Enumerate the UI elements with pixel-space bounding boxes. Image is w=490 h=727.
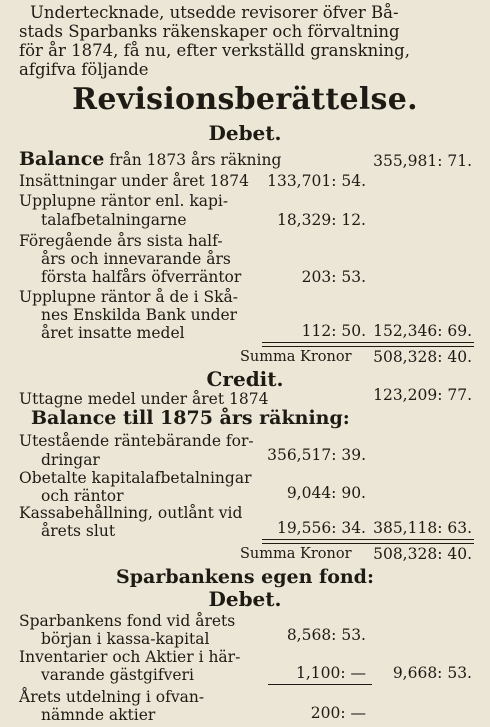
interest1-line-1: Upplupne räntor enl. kapi- bbox=[19, 192, 229, 210]
deposits-label: Insättningar under året 1874 bbox=[19, 172, 250, 190]
credit-heading: Credit. bbox=[206, 367, 284, 391]
debet-sum-rule bbox=[262, 342, 474, 347]
prev-line-3: första halfårs öfverräntor bbox=[41, 268, 242, 286]
debet-balance-total: 355,981: 71. bbox=[373, 152, 472, 170]
skanes-line-2: nes Enskilda Bank under bbox=[41, 306, 238, 324]
skanes-line-1: Upplupne räntor å de i Skå- bbox=[19, 288, 238, 306]
cash-value: 19,556: 34. bbox=[276, 519, 366, 537]
fund-debet-heading: Debet. bbox=[208, 587, 282, 611]
debet-sum-value: 508,328: 40. bbox=[373, 348, 472, 366]
fund-rule bbox=[268, 684, 372, 685]
debet-subtotal: 152,346: 69. bbox=[373, 322, 472, 340]
loans-line-1: Utestående räntebärande for- bbox=[19, 432, 254, 450]
debet-heading: Debet. bbox=[208, 121, 282, 145]
fund-inventory-line-2: varande gästgifveri bbox=[41, 666, 194, 684]
prev-value: 203: 53. bbox=[301, 268, 366, 286]
fund-start-line-1: Sparbankens fond vid årets bbox=[19, 612, 236, 630]
deposits-value: 133,701: 54. bbox=[267, 172, 366, 190]
fund-inventory-line-1: Inventarier och Aktier i här- bbox=[19, 648, 241, 666]
intro-line-4: afgifva följande bbox=[19, 60, 149, 79]
prev-line-2: års och innevarande års bbox=[41, 250, 231, 268]
cash-line-2: årets slut bbox=[41, 522, 116, 540]
unpaid-value: 9,044: 90. bbox=[286, 484, 366, 502]
debet-balance-rest: från 1873 års räkning bbox=[109, 151, 282, 169]
debet-balance-line bbox=[19, 150, 281, 169]
page-title: Revisionsberättelse. bbox=[72, 82, 418, 117]
interest1-value: 18,329: 12. bbox=[276, 211, 366, 229]
intro-line-1: Undertecknade, utsedde revisorer öfver Bå- bbox=[30, 3, 399, 22]
credit-subtotal: 385,118: 63. bbox=[373, 519, 472, 537]
debet-balance-bold: Balance bbox=[19, 148, 105, 170]
cash-line-1: Kassabehållning, outlånt vid bbox=[19, 504, 243, 522]
fund-start-line-2: början i kassa-kapital bbox=[41, 630, 210, 648]
unpaid-line-1: Obetalte kapitalafbetalningar bbox=[19, 469, 252, 487]
intro-line-2: stads Sparbanks räkenskaper och förvaltning bbox=[19, 22, 400, 41]
loans-line-2: dringar bbox=[41, 451, 100, 469]
withdrawn-value: 123,209: 77. bbox=[373, 386, 472, 404]
credit-sum-value: 508,328: 40. bbox=[373, 545, 472, 563]
fund-dividend-line-1: Årets utdelning i ofvan- bbox=[19, 688, 205, 706]
prev-line-1: Föregående års sista half- bbox=[19, 232, 223, 250]
skanes-value: 112: 50. bbox=[301, 322, 366, 340]
fund-dividend-line-2: nämnde aktier bbox=[41, 706, 156, 724]
skanes-line-3: året insatte medel bbox=[41, 324, 185, 342]
debet-sum-label: Summa Kronor bbox=[240, 349, 352, 365]
withdrawn-label: Uttagne medel under året 1874 bbox=[19, 390, 269, 408]
fund-heading: Sparbankens egen fond: bbox=[116, 566, 374, 588]
interest1-line-2: talafbetalningarne bbox=[41, 211, 187, 229]
intro-line-3: för år 1874, få nu, efter verkställd granskning, bbox=[19, 41, 410, 60]
credit-sum-label: Summa Kronor bbox=[240, 546, 352, 562]
unpaid-line-2: och räntor bbox=[41, 487, 124, 505]
fund-start-value: 8,568: 53. bbox=[286, 626, 366, 644]
credit-balance-heading: Balance till 1875 års räkning: bbox=[31, 407, 350, 429]
fund-inventory-value: 1,100: — bbox=[295, 664, 366, 682]
fund-inventory-total: 9,668: 53. bbox=[392, 664, 472, 682]
credit-sum-rule bbox=[262, 539, 474, 544]
fund-dividend-value: 200: — bbox=[310, 704, 366, 722]
loans-value: 356,517: 39. bbox=[267, 446, 366, 464]
